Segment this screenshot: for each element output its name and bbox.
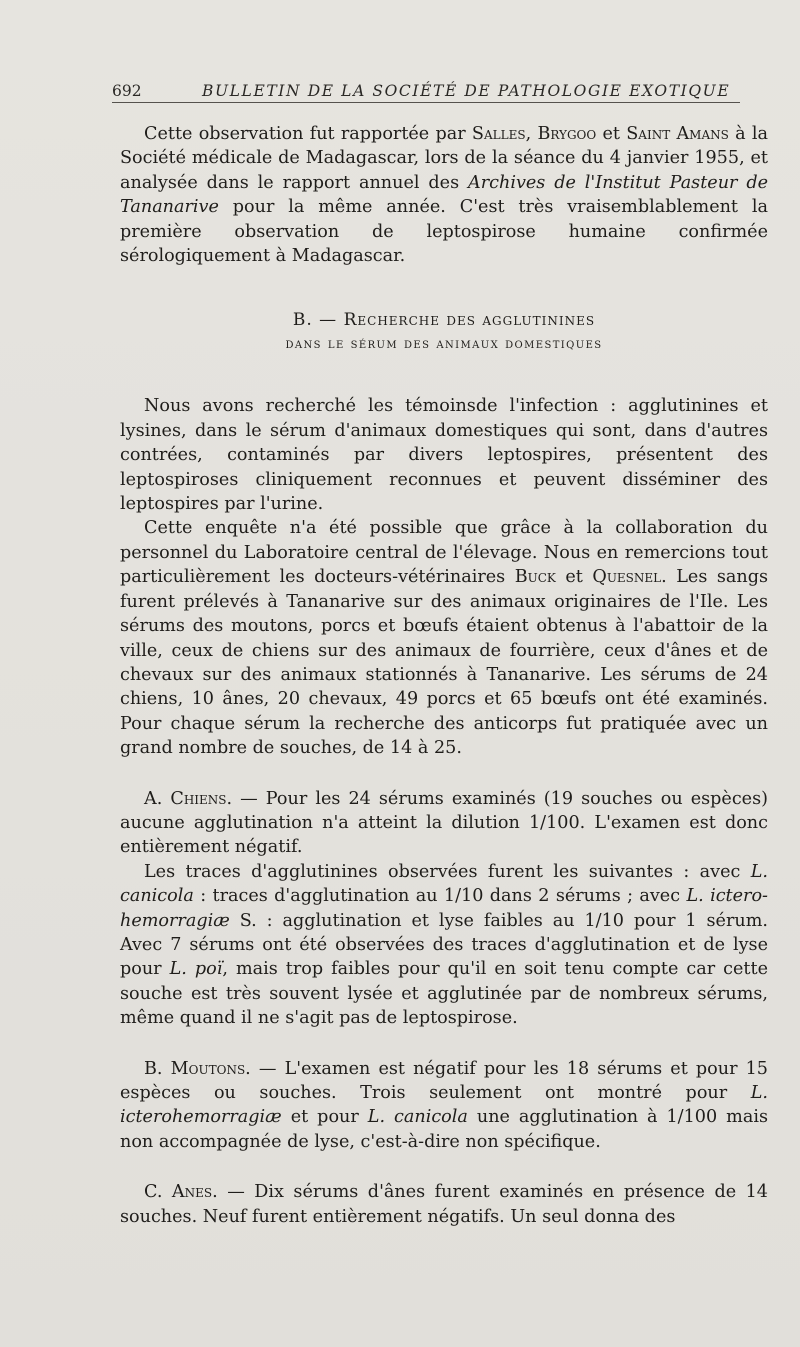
running-header <box>112 80 740 103</box>
paragraph-intro: Nous avons recherché les témoinsde l'infection : agglutinines et lysines, dans le sérum d'animaux domestiques qui sont, dans d'autres contrées, contaminés par divers leptospires, présentent des leptospiroses cliniquement reconnues et peuvent disséminer des leptospires par l'urine. <box>120 396 768 515</box>
article-body <box>120 122 768 1229</box>
author-name: Saint Amans <box>626 124 729 144</box>
species-name: L. canicola <box>367 1107 468 1128</box>
author-name: Quesnel <box>592 567 662 588</box>
paragraph-traces: Les traces d'agglutinines observées furent les suivantes : avec L. canicola : traces d'agglutination au 1/10 dans 2 sérums ; avec L. ictero-hemorragiæ S. : agglutination et lyse faibles au 1/10 pour 1 sérum. Avec 7 sérums ont été observées des traces d'agglutination et de lyse pour L. poï, mais trop faibles pour qu'il en soit tenu compte car cette souche est très souvent lysée et agglutinée par de nombreux sérums, même quand il ne s'agit pas de leptospirose. <box>120 861 768 1029</box>
section-heading-line2: dans le sérum des animaux domestiques <box>285 336 603 353</box>
subsection-label: Chiens <box>170 788 227 809</box>
author-name: Brygoo <box>537 124 597 144</box>
species-name: L. poï <box>169 959 223 980</box>
journal-reference: Archives de l'Institut Pasteur de Tananarive <box>120 172 769 218</box>
paragraph-observation: Cette observation fut rapportée par Salles, Brygoo et Saint Amans à la Société médicale de Madagascar, lors de la séance du 4 janvier 1955, et analysée dans le rapport annuel des Archives de l'Institut Pasteur de Tananarive pour la même année. C'est très vraisemblablement la première observation de leptospirose humaine confirmée sérologiquement à Madagascar. <box>120 124 769 267</box>
section-heading <box>120 308 768 356</box>
paragraph-chiens: A. Chiens. — Pour les 24 sérums examinés (19 souches ou espèces) aucune agglutination n'a atteint la dilution 1/100. L'examen est donc entièrement négatif. <box>120 788 768 858</box>
journal-title: BULLETIN DE LA SOCIÉTÉ DE PATHOLOGIE EXOTIQUE <box>202 82 731 100</box>
author-name: Buck <box>514 567 556 588</box>
section-heading-line1: B. — Recherche des agglutinines <box>292 310 596 331</box>
subsection-label: Moutons <box>170 1058 246 1079</box>
subsection-label: Anes <box>171 1182 213 1203</box>
author-name: Salles <box>471 124 526 144</box>
paragraph-moutons: B. Moutons. — L'examen est négatif pour les 18 sérums et pour 15 espèces ou souches. Trois seulement ont montré pour L. icterohemorragiæ et pour L. canicola une agglutination à 1/100 mais non accompagnée de lyse, c'est-à-dire non spécifique. <box>120 1058 769 1152</box>
species-name: L. ictero-hemorragiæ <box>120 886 768 931</box>
species-name: L. canicola <box>120 861 768 907</box>
paragraph-anes: C. Anes. — Dix sérums d'ânes furent examinés en présence de 14 souches. Neuf furent entièrement négatifs. Un seul donna des <box>120 1182 768 1227</box>
page-number: 692 <box>112 82 142 100</box>
species-name: L. icterohemorragiæ <box>120 1083 768 1128</box>
paragraph-collaboration: Cette enquête n'a été possible que grâce à la collaboration du personnel du Laboratoire central de l'élevage. Nous en remercions tout particulièrement les docteurs-vétérinaires Buck et Quesnel. Les sangs furent prélevés à Tananarive sur des animaux originaires de l'Ile. Les sérums des moutons, porcs et bœufs étaient obtenus à l'abattoir de la ville, ceux de chiens sur des animaux de fourrière, ceux d'ânes et de chevaux sur des animaux stationnés à Tananarive. Les sérums de 24 chiens, 10 ânes, 20 chevaux, 49 porcs et 65 bœufs ont été examinés. Pour chaque sérum la recherche des anticorps fut pratiquée avec un grand nombre de souches, de 14 à 25. <box>120 518 769 759</box>
